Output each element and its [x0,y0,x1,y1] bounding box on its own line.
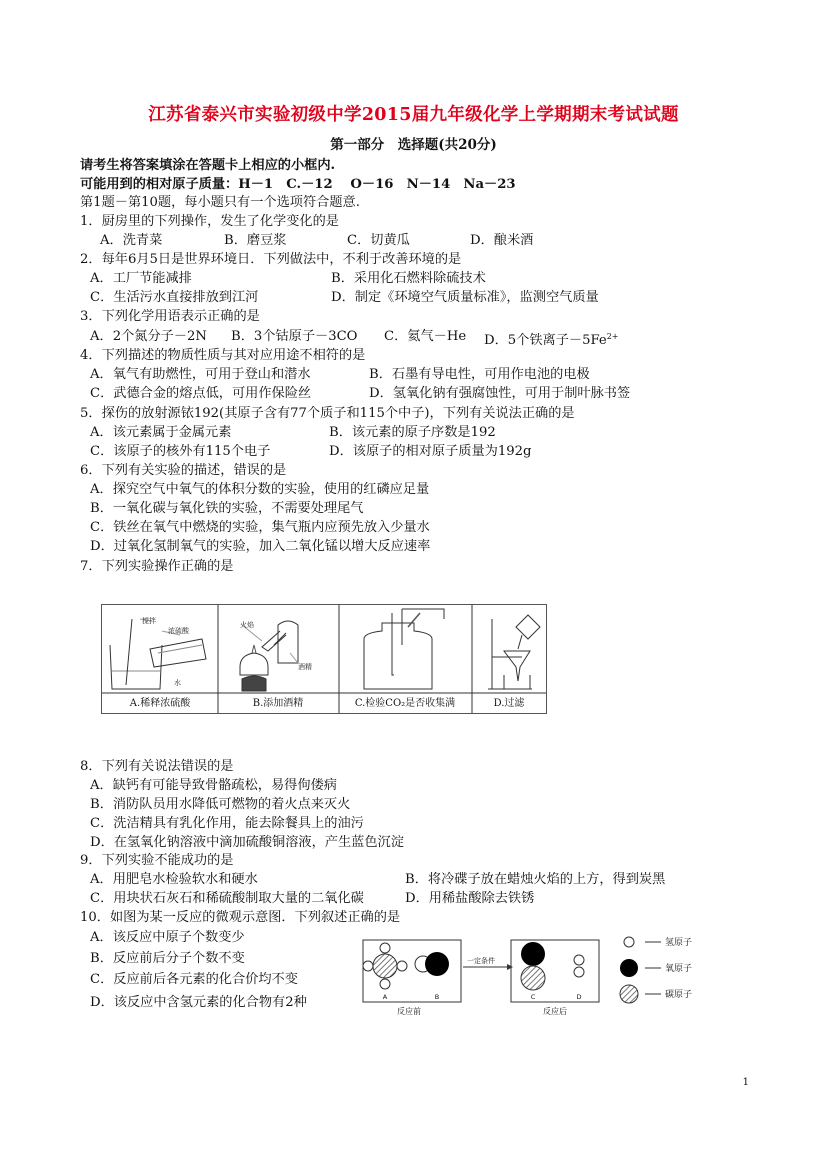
molecule-letter-d: D [576,993,582,1001]
question-stem: 3．下列化学用语表示正确的是 [80,309,260,324]
label-before: 反应前 [397,1007,421,1016]
part-heading: 第一部分 选择题(共20分) [330,137,497,153]
option-a: A．探究空气中氧气的体积分数的实验，使用的红磷应足量 [90,482,430,497]
lab-operations-drawing [102,605,546,713]
option-c: C．该原子的核外有115个电子 [90,444,271,459]
page-title: 江苏省泰兴市实验初级中学2015届九年级化学上学期期末考试试题 [148,105,679,125]
option-b: B．3个钴原子－3CO [231,329,358,344]
option-d: D．该反应中含氢元素的化合物有2种 [90,995,307,1010]
question-stem: 4．下列描述的物质性质与其对应用途不相符的是 [80,348,366,363]
option-a: A．缺钙有可能导致骨骼疏松，易得佝偻病 [90,778,337,793]
molecule-letter-a: A [382,993,388,1001]
arrow-condition: 一定条件 [467,957,495,965]
ion-charge: 2+ [606,332,619,341]
panel-label-d: D.过滤 [493,698,525,709]
option-d [484,328,619,350]
option-b: B．一氧化碳与氧化铁的实验，不需要处理尾气 [90,501,364,516]
figure-lab-operations [101,604,547,714]
page-number: 1 [742,1077,749,1088]
option-d: D．该原子的相对原子质量为192g [329,444,532,459]
molecule-letter-b: B [434,993,440,1001]
option-c: C．用块状石灰石和稀硫酸制取大量的二氧化碳 [90,891,364,906]
option-b: B．磨豆浆 [224,233,287,248]
question-stem: 8．下列有关说法错误的是 [80,759,234,774]
option-d: D．过氧化氢制氧气的实验，加入二氧化锰以增大反应速率 [90,539,431,554]
option-d: D．氢氧化钠有强腐蚀性，可用于制叶脉书签 [369,386,631,401]
annotation-water: 水 [174,679,181,687]
option-c: C．切黄瓜 [347,233,410,248]
option-a: A．氧气有助燃性，可用于登山和潜水 [90,367,311,382]
option-d: D．用稀盐酸除去铁锈 [405,891,535,906]
question-stem: 1．厨房里的下列操作，发生了化学变化的是 [80,214,339,229]
instruction-single-choice: 第1题－第10题，每小题只有一个选项符合题意. [80,195,360,210]
molecule-letter-c: C [530,993,536,1001]
question-stem: 2．每年6月5日是世界环境日．下列做法中，不利于改善环境的是 [80,252,462,267]
option-d-text: D．5个铁离子－5Fe [484,333,607,348]
question-stem: 9．下列实验不能成功的是 [80,853,234,868]
question-stem: 6．下列有关实验的描述，错误的是 [80,463,287,478]
figure-reaction-micro [357,930,717,1018]
option-d: D．制定《环境空气质量标准》，监测空气质量 [331,290,599,305]
annotation-alcohol: 酒精 [298,663,312,671]
legend-oxygen: 氧原子 [665,964,693,974]
option-a: A．工厂节能减排 [90,271,192,286]
panel-label-c: C.检验CO₂是否收集满 [354,698,456,709]
label-after: 反应后 [543,1007,567,1016]
instruction-answer-sheet: 请考生将答案填涂在答题卡上相应的小框内. [80,158,336,173]
option-a: A．该元素属于金属元素 [90,425,232,440]
option-b: B．消防队员用水降低可燃物的着火点来灭火 [90,797,351,812]
option-b: B．将冷碟子放在蜡烛火焰的上方，得到炭黑 [405,872,666,887]
option-c: C．生活污水直接排放到江河 [90,290,259,305]
option-c: C．铁丝在氧气中燃烧的实验，集气瓶内应预先放入少量水 [90,520,430,535]
option-a: A．洗青菜 [100,233,163,248]
option-a: A．该反应中原子个数变少 [90,930,245,945]
option-a: A．2个氮分子－2N [90,329,207,344]
annotation-flame: 火焰 [240,621,254,629]
question-stem: 5．探伤的放射源铱192(其原子含有77个质子和115个中子)，下列有关说法正确的是 [80,406,575,421]
option-b: B．石墨有导电性，可用作电池的电极 [369,367,590,382]
option-c: C．武德合金的熔点低，可用作保险丝 [90,386,312,401]
option-a: A．用肥皂水检验软水和硬水 [90,872,258,887]
option-c: C．氦气－He [384,329,467,344]
option-d: D．酿米酒 [470,233,534,248]
option-d: D．在氢氧化钠溶液中滴加硫酸铜溶液，产生蓝色沉淀 [90,835,404,850]
option-b: B．该元素的原子序数是192 [329,425,496,440]
annotation-stir: 搅拌 [142,617,156,625]
legend-hydrogen: 氢原子 [665,938,693,948]
question-stem: 10．如图为某一反应的微观示意图．下列叙述正确的是 [80,910,401,925]
panel-label-a: A.稀释浓硫酸 [129,698,191,709]
panel-label-b: B.添加酒精 [252,698,304,709]
legend-carbon: 碳原子 [665,990,693,1000]
option-b: B．反应前后分子个数不变 [90,951,245,966]
option-c: C．洗洁精具有乳化作用，能去除餐具上的油污 [90,816,364,831]
instruction-atomic-masses: 可能用到的相对原子质量：H－1 C.－12 O－16 N－14 Na－23 [80,177,516,192]
option-b: B．采用化石燃料除硫技术 [331,271,486,286]
option-c: C．反应前后各元素的化合价均不变 [90,972,298,987]
annotation-conc-acid: 浓硫酸 [168,627,189,635]
question-stem: 7．下列实验操作正确的是 [80,559,234,574]
